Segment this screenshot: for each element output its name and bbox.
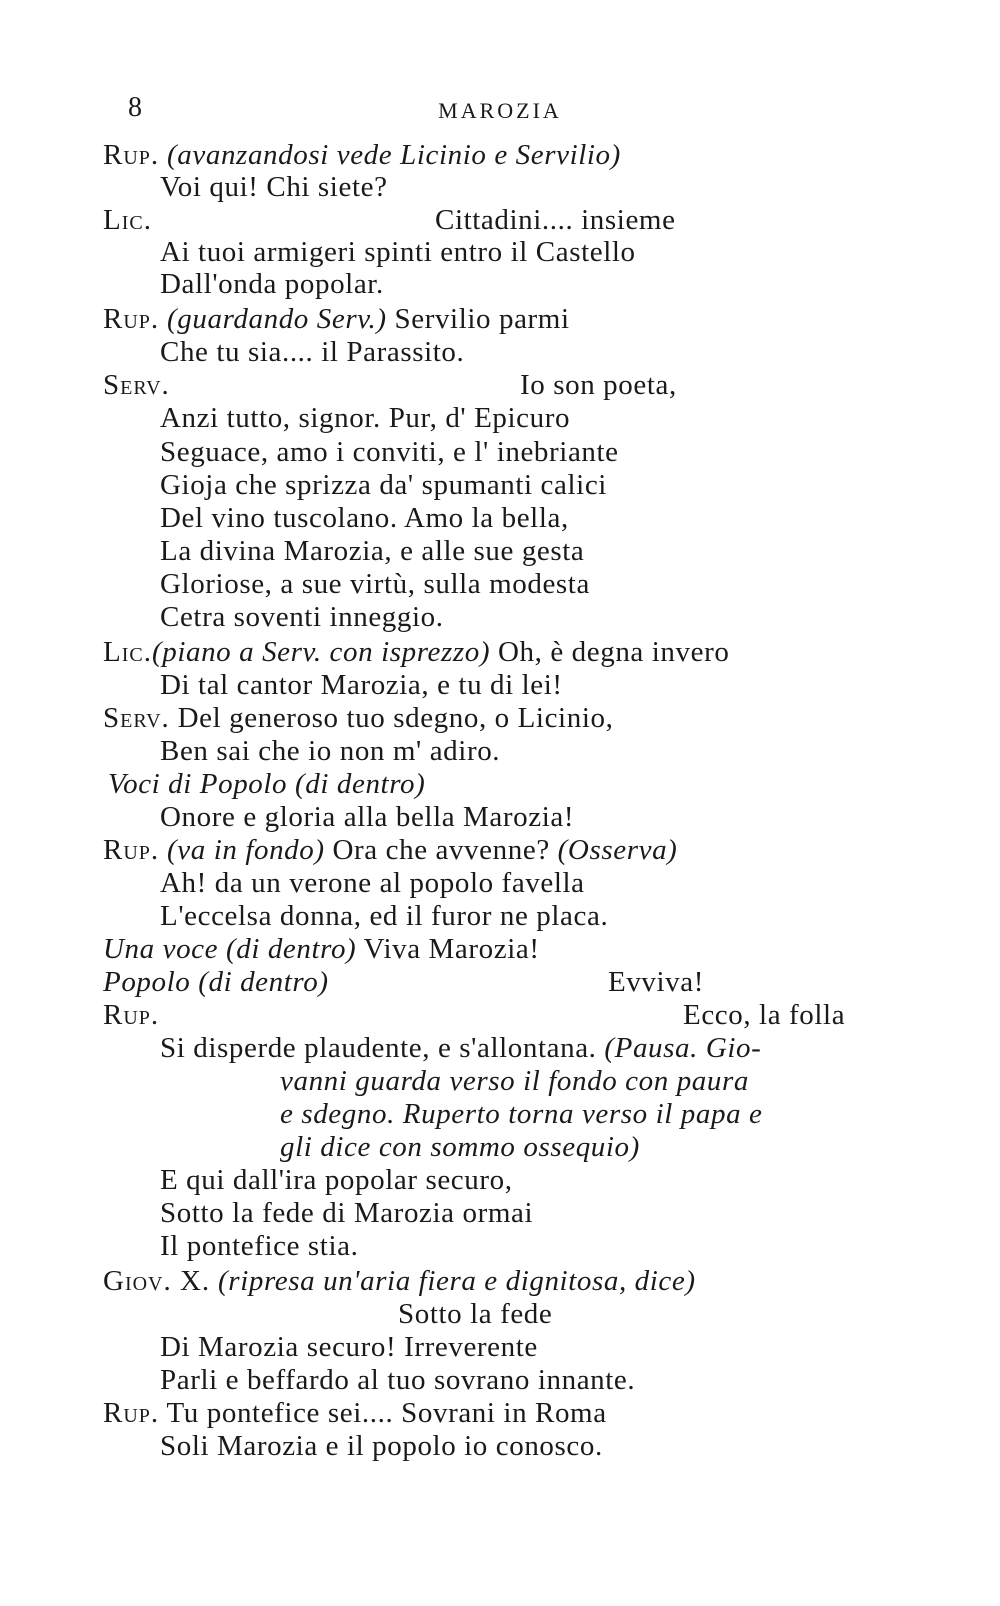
- verse-line: [398, 1297, 552, 1331]
- verse-text: Parli e beffardo al tuo sovrano innante.: [160, 1364, 636, 1396]
- verse-text: Servilio parmi: [394, 303, 570, 335]
- verse-text: Del generoso tuo sdegno, o Licinio,: [177, 702, 614, 734]
- verse-line: [103, 368, 170, 402]
- verse-text: Evviva!: [608, 966, 705, 998]
- stage-direction: (guardando Serv.): [167, 303, 387, 335]
- stage-direction: (va in fondo): [167, 834, 325, 866]
- stage-direction: (piano a Serv. con isprezzo): [151, 636, 491, 668]
- verse-line: [103, 701, 613, 735]
- verse-line: [103, 138, 621, 172]
- verse-text: Ecco, la folla: [683, 999, 846, 1031]
- stage-direction: e sdegno. Ruperto torna verso il papa e: [280, 1098, 763, 1130]
- verse-line: [160, 567, 590, 601]
- verse-text: Dall'onda popolar.: [160, 268, 384, 300]
- speaker-name: Serv.: [103, 702, 170, 734]
- verse-text: Cetra soventi inneggio.: [160, 601, 444, 633]
- verse-text: Di tal cantor Marozia, e tu di lei!: [160, 669, 563, 701]
- verse-line: [160, 267, 384, 301]
- stage-direction: Una voce (di dentro): [103, 933, 357, 965]
- stage-direction-line: [280, 1064, 749, 1098]
- stage-direction: (Osserva): [557, 834, 678, 866]
- stage-direction: (Pausa. Gio-: [604, 1032, 762, 1064]
- verse-line: [160, 1196, 533, 1230]
- verse-line: [103, 1264, 696, 1298]
- verse-line: [103, 635, 729, 669]
- stage-direction: (ripresa un'aria fiera e dignitosa, dice): [218, 1265, 696, 1297]
- speaker-name: Rup.: [103, 303, 160, 335]
- page-number: 8: [128, 92, 142, 123]
- stage-direction: gli dice con sommo ossequio): [280, 1131, 640, 1163]
- verse-line: [160, 235, 636, 269]
- verse-text: Ben sai che io non m' adiro.: [160, 735, 501, 767]
- verse-line: [160, 1031, 761, 1065]
- verse-line: [160, 800, 574, 834]
- speaker-name: Giov. X.: [103, 1265, 211, 1297]
- verse-text: Gloriose, a sue virtù, sulla modesta: [160, 568, 590, 600]
- verse-line-continuation: [683, 998, 845, 1032]
- verse-text: Gioja che sprizza da' spumanti calici: [160, 469, 607, 501]
- verse-line: [108, 767, 425, 801]
- stage-direction: (avanzandosi vede Licinio e Servilio): [167, 139, 621, 171]
- verse-line: [160, 534, 584, 568]
- verse-text: Tu pontefice sei.... Sovrani in Roma: [166, 1397, 607, 1429]
- verse-text: Io son poeta,: [520, 369, 677, 401]
- verse-line: [160, 468, 607, 502]
- verse-text: Si disperde plaudente, e s'allontana.: [160, 1032, 597, 1064]
- verse-line: [160, 866, 585, 900]
- verse-text: Sotto la fede: [398, 1298, 553, 1330]
- verse-line: [103, 203, 152, 237]
- verse-line: [160, 1363, 635, 1397]
- verse-line: [103, 1396, 607, 1430]
- verse-text: Oh, è degna invero: [498, 636, 730, 668]
- verse-text: Seguace, amo i conviti, e l' inebriante: [160, 436, 619, 468]
- verse-line: [103, 998, 159, 1032]
- verse-text: Onore e gloria alla bella Marozia!: [160, 801, 575, 833]
- verse-text: Che tu sia.... il Parassito.: [160, 336, 465, 368]
- verse-line: [160, 1330, 538, 1364]
- verse-text: L'eccelsa donna, ed il furor ne placa.: [160, 900, 609, 932]
- verse-line: [160, 170, 388, 204]
- stage-direction: Voci di Popolo (di dentro): [108, 768, 426, 800]
- verse-text: Soli Marozia e il popolo io conosco.: [160, 1430, 603, 1462]
- verse-line: [160, 501, 569, 535]
- verse-line: [160, 401, 570, 435]
- running-title: MAROZIA: [438, 98, 562, 123]
- stage-direction-line: [280, 1130, 640, 1164]
- speaker-name: Rup.: [103, 1397, 160, 1429]
- verse-line: [160, 1229, 358, 1263]
- verse-line: [160, 899, 608, 933]
- verse-text: Il pontefice stia.: [160, 1230, 359, 1262]
- verse-line: [103, 833, 677, 867]
- page-header: [0, 92, 1000, 132]
- verse-line: [160, 1163, 513, 1197]
- stage-direction-line: [280, 1097, 763, 1131]
- speaker-name: Rup.: [103, 834, 160, 866]
- speaker-name: Serv.: [103, 369, 170, 401]
- verse-line: [160, 668, 563, 702]
- stage-direction: vanni guarda verso il fondo con paura: [280, 1065, 749, 1097]
- verse-text: Del vino tuscolano. Amo la bella,: [160, 502, 569, 534]
- verse-text: Ora che avvenne?: [332, 834, 550, 866]
- verse-line-continuation: [435, 203, 676, 237]
- verse-line: [103, 932, 540, 966]
- verse-line-continuation: [608, 965, 704, 999]
- verse-text: Di Marozia securo! Irreverente: [160, 1331, 538, 1363]
- verse-line-continuation: [520, 368, 677, 402]
- speaker-name: Lic.: [103, 636, 152, 668]
- verse-line: [160, 335, 464, 369]
- verse-line: [160, 435, 619, 469]
- verse-line: [160, 600, 444, 634]
- verse-text: Voi qui! Chi siete?: [160, 171, 388, 203]
- speaker-name: Lic.: [103, 204, 152, 236]
- verse-line: [103, 302, 570, 336]
- verse-text: La divina Marozia, e alle sue gesta: [160, 535, 585, 567]
- verse-text: Sotto la fede di Marozia ormai: [160, 1197, 534, 1229]
- speaker-name: Rup.: [103, 999, 160, 1031]
- verse-text: Ah! da un verone al popolo favella: [160, 867, 585, 899]
- verse-line: [160, 1429, 603, 1463]
- verse-text: Viva Marozia!: [363, 933, 540, 965]
- verse-line: [103, 965, 329, 999]
- speaker-name: Rup.: [103, 139, 160, 171]
- verse-line: [160, 734, 500, 768]
- verse-text: Cittadini.... insieme: [435, 204, 676, 236]
- verse-text: Anzi tutto, signor. Pur, d' Epicuro: [160, 402, 571, 434]
- stage-direction: Popolo (di dentro): [103, 966, 329, 998]
- verse-text: Ai tuoi armigeri spinti entro il Castello: [160, 236, 636, 268]
- verse-text: E qui dall'ira popolar securo,: [160, 1164, 513, 1196]
